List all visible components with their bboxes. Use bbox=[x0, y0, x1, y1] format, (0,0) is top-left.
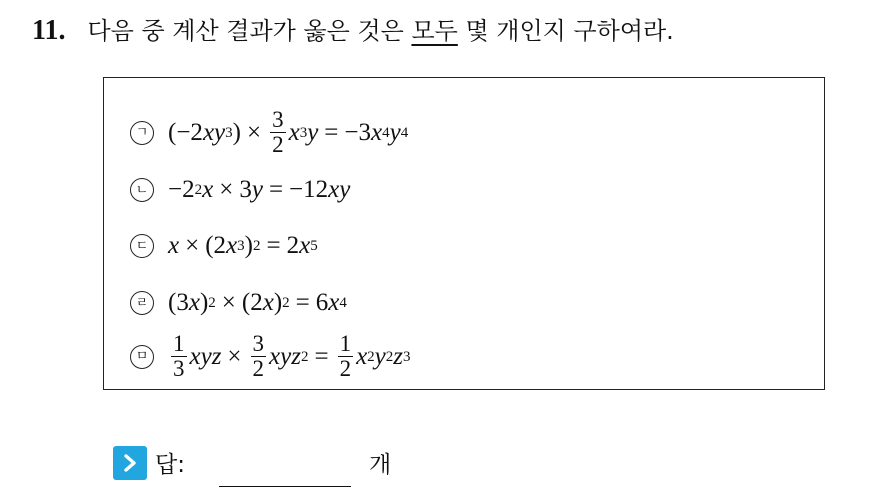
choice-item-3 bbox=[130, 232, 318, 260]
fraction-1-over-3: $\frac{1}{3}$ bbox=[173, 331, 185, 381]
circled-marker-3: ㄷ bbox=[130, 234, 154, 258]
choice-expression-2: −2 2 x × 3 y = −12 xy bbox=[168, 176, 351, 203]
choice-expression-3: x × (2 x 3 ) 2 = 2 x 5 bbox=[168, 232, 318, 259]
question-number: 11. bbox=[32, 15, 66, 46]
question-prompt bbox=[32, 14, 674, 48]
choice-expression-5: $\frac{1}{3}$ xyz × $\frac{3}{2}$ xyz 2 = $\frac{1}{2}$ x 2 y 2 z 3 bbox=[173, 331, 411, 381]
answer-unit: 개 bbox=[368, 452, 392, 478]
choice-item-4 bbox=[130, 289, 347, 317]
answer-blank[interactable] bbox=[219, 450, 351, 487]
circled-marker-5: ㅁ bbox=[130, 345, 154, 369]
choice-item-1 bbox=[130, 108, 408, 157]
circled-marker-1: ㄱ bbox=[130, 121, 154, 145]
question-emphasis: 모두 bbox=[411, 17, 458, 45]
question-text bbox=[87, 17, 673, 45]
circled-marker-2: ㄴ bbox=[130, 178, 154, 202]
fraction-1-over-2: $\frac{1}{2}$ bbox=[339, 331, 352, 381]
choice-item-2 bbox=[130, 176, 350, 204]
choices-box bbox=[103, 77, 825, 390]
chevron-right-icon bbox=[113, 446, 147, 480]
question-text-before: 다음 중 계산 결과가 옳은 것은 bbox=[87, 17, 412, 45]
choice-item-5 bbox=[130, 332, 411, 381]
choice-expression-4: (3 x ) 2 × (2 x ) 2 = 6 x 4 bbox=[168, 289, 347, 316]
answer-label: 답: bbox=[155, 452, 185, 478]
fraction-3-over-2b: $\frac{3}{2}$ bbox=[252, 331, 265, 381]
choice-expression-1: (−2 xy 3 ) × $\frac{3}{2}$ x 3 y = −3 x 4 y 4 bbox=[168, 107, 409, 157]
circled-marker-4: ㄹ bbox=[130, 291, 154, 315]
question-text-after: 몇 개인지 구하여라. bbox=[457, 17, 674, 45]
answer-row bbox=[113, 444, 391, 481]
fraction-3-over-2: $\frac{3}{2}$ bbox=[272, 107, 284, 157]
